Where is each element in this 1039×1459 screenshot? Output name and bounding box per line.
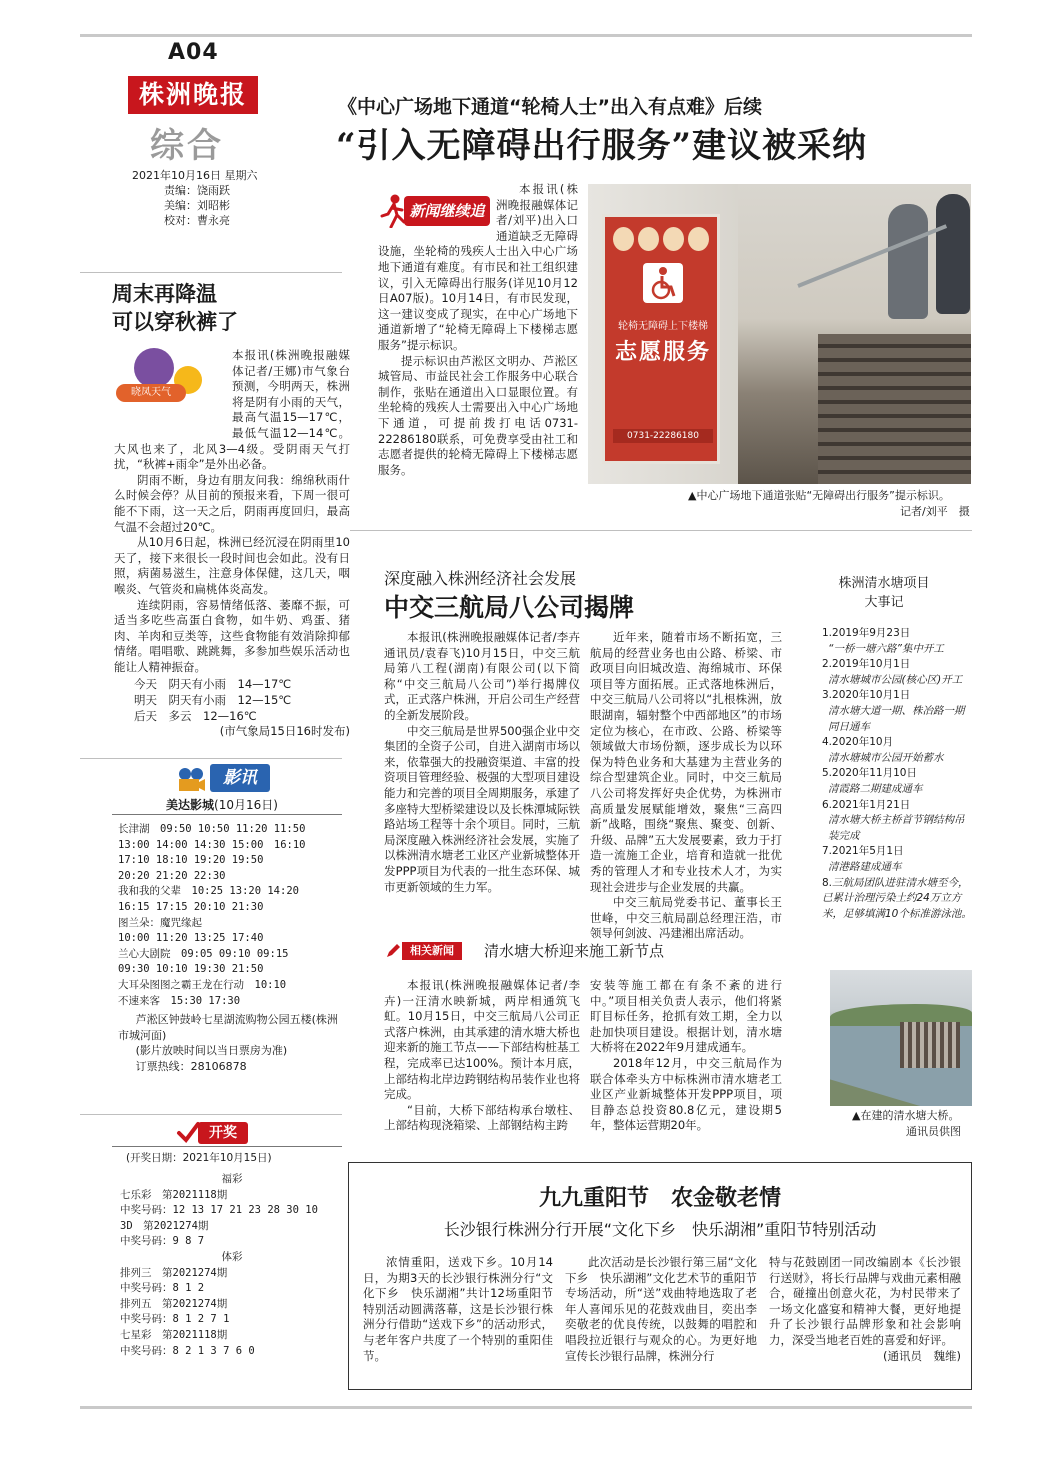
forecast-text: 阴天有小雨 14—17℃ — [168, 677, 292, 692]
poster-cartoons — [613, 227, 709, 251]
forecast-day: 后天 — [134, 708, 157, 723]
forecast-text: 阴天有小雨 12—15℃ — [168, 693, 292, 708]
weather-headline-line2: 可以穿秋裤了 — [112, 309, 238, 334]
cccc-paragraph: 中交三航局党委书记、董事长王世峰，中交三航局副总经理汪浩，市领导何剑波、冯建湘出席活动。 — [590, 895, 782, 941]
lottery-line: 七乐彩 第2021118期 — [120, 1188, 228, 1201]
bank-column-2 — [565, 1255, 757, 1364]
photo-bridge-pier — [900, 1022, 960, 1068]
lottery-line: 中奖号码：8 1 2 7 1 — [120, 1313, 230, 1326]
timeline-text: 清水塘城市公园(核心区)开工 — [828, 673, 963, 686]
timeline-date: 2.2019年10月1日 — [822, 658, 911, 671]
bridge-photo-credit: 通讯员供图 — [906, 1125, 961, 1138]
editor-credit: 责编：饶雨跃 — [164, 184, 230, 197]
timeline-text: 清水塘大道一期、株冶路一期同日通车 — [828, 704, 965, 733]
lottery-line: 中奖号码：8 1 2 — [120, 1282, 205, 1295]
showtime-line: 16:15 17:15 20:10 21:30 — [118, 900, 264, 913]
timeline-title-line2: 大事记 — [864, 595, 904, 610]
lead-headline: “引入无障碍出行服务”建议被采纳 — [336, 126, 868, 166]
bank-column-1 — [363, 1255, 553, 1364]
top-rule — [80, 34, 972, 37]
timeline-text: 清港路建成通车 — [828, 860, 902, 873]
cinema-note: (影片放映时间以当日票房为准) — [135, 1044, 288, 1058]
related-column-2 — [590, 978, 782, 1134]
lottery-line: 中奖号码：12 13 17 21 23 28 30 10 — [120, 1204, 318, 1217]
film-reel-icon — [176, 766, 206, 792]
timeline-box — [796, 574, 972, 954]
lottery-category: 体彩 — [221, 1250, 243, 1263]
forecast-row — [114, 677, 350, 693]
timeline-date: 8. — [822, 876, 833, 889]
timeline-item — [796, 766, 972, 797]
timeline-item — [796, 657, 972, 688]
photo-stairs — [818, 334, 971, 484]
weather-paragraph: 本报讯(株洲晚报融媒体记者/王娜)市气象台预测，今明两天，株洲将是阴有小雨的天气，最高气温15—17℃，最低气温12—14℃。大风也来了，北风3—4级。受阴雨天气打扰，“秋裤+雨伞”是外出必备。 — [114, 348, 350, 472]
lottery-results — [120, 1172, 344, 1359]
lead-kicker: 《中心广场地下通道“轮椅人士”出入有点难》后续 — [338, 96, 762, 118]
lead-paragraph: 提示标识由芦淞区文明办、芦淞区城管局、市益民社会工作服务中心联合制作，张贴在通道出入口显眼位置。有坐轮椅的残疾人士需要出入中心广场地下通道，可提前拨打电话0731-22286180联系，可免费享受由社工和志愿者提供的轮椅无障碍上下楼梯志愿服务。 — [378, 353, 578, 477]
poster-title: 轮椅无障碍上下楼梯 — [618, 321, 708, 332]
showtime-line: 我和我的父辈 10:25 13:20 14:20 — [118, 885, 299, 898]
lottery-badge — [176, 1120, 256, 1146]
timeline-title-line1: 株洲清水塘项目 — [838, 576, 930, 591]
cccc-column-2 — [590, 630, 782, 942]
cinema-date: (10月16日) — [214, 798, 278, 812]
bank-headline: 九九重阳节 农金敬老情 — [538, 1185, 781, 1211]
forecast-row — [114, 693, 350, 709]
divider — [80, 758, 342, 759]
bank-column-3 — [769, 1255, 961, 1364]
showtime-line: 20:20 21:20 22:30 — [118, 869, 226, 882]
timeline-text: 三航局团队进驻清水塘至今，已累计治理污染土约24万立方米，足够填满10个标准游泳池。 — [822, 876, 972, 920]
forecast-day: 今天 — [134, 677, 157, 692]
related-news-headline: 清水塘大桥迎来施工新节点 — [484, 942, 665, 960]
photo-person — [888, 204, 928, 319]
lottery-category: 福彩 — [221, 1173, 243, 1185]
lottery-line: 排列五 第2021274期 — [120, 1297, 228, 1310]
bank-paragraph: 浓情重阳，送戏下乡。10月14日，为期3天的长沙银行株洲分行“文化下乡 快乐湖湘”共计12场重阳节特别活动圆满落幕，这是长沙银行株洲分行借助“送戏下乡”的活动形式，与老年客户共度了一个特别的重阳佳节。 — [363, 1255, 553, 1363]
timeline-item — [796, 735, 972, 766]
bridge-photo-caption: ▲在建的清水塘大桥。 — [852, 1109, 960, 1122]
lead-paragraph: 本报讯(株洲晚报融媒体记者/刘平)出入口通道缺乏无障碍设施，坐轮椅的残疾人士出入中心广场地下通道有难度。有市民和社工组织建议，引入无障碍出行服务(详见10月12日A07版)。10月14日，有市民发现，这一建议变成了现实，在中心广场地下通道新增了“轮椅无障碍上下楼梯志愿服务”提示标识。 — [378, 182, 578, 352]
accessibility-poster — [602, 214, 720, 464]
weather-badge-label: 晓凤天气 — [116, 384, 186, 402]
divider — [112, 814, 342, 815]
timeline-date: 3.2020年10月1日 — [822, 689, 911, 702]
related-news-header — [384, 940, 784, 962]
timeline-text: “一桥一塘六路”集中开工 — [828, 642, 944, 655]
divider — [80, 1114, 342, 1115]
bank-paragraph: 特与花鼓剧团一同改编剧本《长沙银行送财》，将长行品牌与戏曲元素相融合，碰撞出创意火花，为村民带来了一场文化盛宴和精神大餐，更好地提升了长沙银行品牌形象和社会影响力，深受当地老百姓的喜爱和好评。 — [769, 1255, 961, 1347]
lottery-line: 中奖号码：8 2 1 3 7 6 0 — [120, 1344, 255, 1357]
timeline-date: 7.2021年5月1日 — [822, 845, 904, 858]
weather-body — [114, 348, 350, 740]
timeline-item — [796, 876, 972, 923]
weather-headline-line1: 周末再降温 — [112, 281, 217, 306]
bottom-rule — [80, 1406, 972, 1409]
lottery-date: (开奖日期：2021年10月15日) — [126, 1152, 272, 1164]
cccc-headline: 中交三航局八公司揭牌 — [384, 593, 635, 622]
timeline-text: 清霞路二期建成通车 — [828, 782, 923, 795]
timeline-date: 4.2020年10月 — [822, 736, 894, 749]
divider — [112, 1146, 342, 1147]
related-paragraph: 本报讯(株洲晚报融媒体记者/李卉)一汪清水映新城，两岸相通筑飞虹。10月15日，中交三航局八公司正式落户株洲，由其承建的清水塘大桥也迎来新的施工节点——下部结构桩基工程，完成率已达100%。预计本月底，上部结构北岸边跨钢结构吊装作业也将完成。 — [384, 978, 580, 1102]
lead-photo-credit: 记者/刘平 摄 — [900, 505, 970, 518]
showtime-line: 兰心大剧院 09:05 09:10 09:15 — [118, 947, 289, 960]
section-name: 综合 — [150, 126, 224, 166]
cccc-paragraph: 中交三航局是世界500强企业中交集团的全资子公司，自进入湖南市场以来，依靠强大的投融资渠道、丰富的投资项目管理经验、极强的大型项目建设能力和完善的项目全周期服务，承建了多座特大型桥梁建设以及长株潭城际铁路站场工程等十余个项目。同时，三航局深度融入株洲经济社会发展，实施了以株洲清水塘老工业区产业新城整体开发PPP项目为代表的一批生态环保、城市更新领域的生力军。 — [384, 723, 580, 894]
forecast-day: 明天 — [134, 693, 157, 708]
pencil-icon — [384, 942, 402, 960]
wheelchair-icon — [643, 263, 683, 303]
lead-photo — [588, 184, 971, 484]
related-news-badge: 相关新闻 — [402, 942, 462, 960]
proofreader-credit: 校对：曹永亮 — [164, 214, 230, 227]
showtime-line: 13:00 14:00 14:30 15:00 16:10 — [118, 838, 306, 851]
related-paragraph: 安装等施工都在有条不紊的进行中。”项目相关负责人表示，他们将紧盯目标任务，抢抓有效工期，全力以赴加快项目建设。根据计划，清水塘大桥将在2022年9月建成通车。 — [590, 978, 782, 1055]
paper-name-logo: 株洲晚报 — [128, 76, 258, 114]
poster-main: 志愿服务 — [614, 340, 711, 365]
bank-subhead: 长沙银行株洲分行开展“文化下乡 快乐湖湘”重阳节特别活动 — [443, 1220, 877, 1239]
lottery-line: 3D 第2021274期 — [120, 1219, 209, 1232]
cinema-listing — [118, 822, 344, 1009]
cinema-hotline: 订票热线：28106878 — [135, 1059, 247, 1073]
photo-person — [936, 194, 970, 314]
cinema-badge-label: 影讯 — [210, 764, 270, 792]
cccc-paragraph: 近年来，随着市场不断拓宽，三航局的经营业务也由公路、桥梁、市政项目向旧城改造、海绵城市、环保项目等方面拓展。正式落地株洲后，中交三航局八公司将以“扎根株洲，放眼湖南，辐射整个中西部地区”的市场定位为核心，在市政、公路、桥梁等领域做大市场份额，逐步成长为以环保为特色业务和大基建为主营业务的综合型建筑企业。同时，中交三航局八公司将发挥好央企优势，为株洲市高质量发展赋能增效，聚焦“三高四新”战略，围绕“聚焦、聚变、创新、升级、品牌”五大发展要素，致力于打造一流施工企业，培育和造就一批优秀的管理人才和专业技术人才，为实现社会进步与企业发展的共赢。 — [590, 630, 782, 894]
related-paragraph: 2018年12月，中交三航局作为联合体牵头方中标株洲市清水塘老工业区产业新城整体开发PPP项目，项目静态总投资80.8亿元，建设期5年，整体运营期20年。 — [590, 1055, 782, 1133]
lottery-line: 排列三 第2021274期 — [120, 1266, 228, 1279]
timeline-list — [796, 626, 972, 922]
designer-credit: 美编：刘昭彬 — [164, 199, 230, 212]
cccc-column-1 — [384, 630, 592, 895]
weather-paragraph: 连续阴雨，容易情绪低落、萎靡不振，可适当多吃些高蛋白食物，如牛奶、鸡蛋、猪肉、羊肉和豆类等，这些食物能有效消除抑郁情绪。唱唱歌、跳跳舞，多参加些娱乐活动也能让人精神振奋。 — [114, 597, 350, 674]
timeline-date: 6.2021年1月21日 — [822, 798, 911, 811]
bridge-photo — [830, 970, 972, 1106]
weather-paragraph: 阴雨不断，身边有朋友问我：绵绵秋雨什么时候会停？从目前的预报来看，下周一很可能不下雨，这一天之后，阴雨再度回归，最高气温不会超过20℃。 — [114, 472, 350, 534]
weather-paragraph: 从10月6日起，株洲已经沉浸在阴雨里10天了，接下来很长一段时间也会如此。没有日照，病菌易滋生，注意身体保健，这几天，咽喉炎、气管炎和扁桃体炎高发。 — [114, 535, 350, 596]
timeline-date: 1.2019年9月23日 — [822, 627, 911, 639]
related-column-1 — [384, 978, 580, 1134]
forecast — [114, 677, 350, 739]
lead-body — [378, 182, 578, 478]
bank-credit: (通讯员 魏维) — [883, 1348, 961, 1363]
cinema-heading — [166, 796, 278, 813]
lottery-badge-label: 开奖 — [198, 1122, 248, 1144]
cinema-footer — [118, 1012, 348, 1074]
showtime-line: 长津湖 09:50 10:50 11:20 11:50 — [118, 823, 306, 835]
cccc-paragraph: 本报讯(株洲晚报融媒体记者/李卉 通讯员/袁春飞)10月15日，中交三航局第八工程(湖南)有限公司(以下简称“中交三航局八公司”)举行揭牌仪式，正式落户株洲，开启公司生产经营的全新发展阶段。 — [384, 630, 592, 722]
poster-phone: 0731-22286180 — [613, 429, 713, 443]
timeline-date: 5.2020年11月10日 — [822, 767, 917, 780]
timeline-title — [796, 574, 972, 612]
divider — [80, 272, 342, 273]
bank-paragraph: 此次活动是长沙银行第三届“文化下乡 快乐湖湘”文化艺术节的重阳节专场活动，所“送”戏曲特地选取了老年人喜闻乐见的花鼓戏曲目，奕出李奕敬老的优良传统，以鼓舞的唱腔和唱段拉近银行与观众的心。为更好地宣传长沙银行品牌，株洲分行 — [565, 1255, 757, 1363]
showtime-line: 图兰朵：魔咒缘起 — [118, 916, 202, 929]
page-number: A04 — [168, 40, 219, 65]
forecast-text: 多云 12—16℃ — [168, 708, 257, 723]
cinema-badge — [176, 762, 276, 794]
showtime-line: 17:10 18:10 19:20 19:50 — [118, 854, 264, 867]
cccc-kicker: 深度融入株洲经济社会发展 — [384, 569, 577, 588]
cinema-address: 芦淞区钟鼓岭七星湖流购物公园五楼(株洲市城河面) — [118, 1013, 338, 1042]
showtime-line: 不速来客 15:30 17:30 — [118, 994, 241, 1007]
weather-headline — [112, 280, 238, 336]
timeline-text: 清水塘大桥主桥首节钢结构吊装完成 — [828, 814, 965, 842]
forecast-source: (市气象局15日16时发布) — [219, 724, 350, 739]
cinema-name: 美达影城 — [166, 798, 215, 812]
lottery-line: 中奖号码：9 8 7 — [120, 1235, 205, 1248]
issue-date: 2021年10月16日 星期六 — [132, 169, 258, 182]
showtime-line: 09:30 10:10 19:30 21:50 — [118, 963, 264, 976]
news-followup-label: 新闻继续追 — [404, 196, 490, 226]
showtime-line: 10:00 11:20 13:25 17:40 — [118, 932, 264, 945]
bank-article-box — [348, 1162, 972, 1390]
timeline-item — [796, 688, 972, 735]
showtime-line: 大耳朵图图之霸王龙在行动 10:10 — [118, 978, 287, 991]
divider — [350, 530, 972, 531]
lead-photo-caption: ▲中心广场地下通道张贴“无障碍出行服务”提示标识。 — [688, 489, 950, 502]
timeline-text: 清水塘城市公园开始蓄水 — [828, 751, 944, 764]
lottery-line: 七星彩 第2021118期 — [120, 1328, 228, 1341]
timeline-item — [796, 844, 972, 875]
timeline-item — [796, 626, 972, 657]
forecast-row — [114, 709, 350, 725]
related-paragraph: “目前，大桥下部结构承台墩柱、上部结构现浇箱梁、上部钢结构主跨 — [384, 1102, 580, 1133]
check-icon — [176, 1120, 200, 1144]
timeline-item — [796, 798, 972, 845]
